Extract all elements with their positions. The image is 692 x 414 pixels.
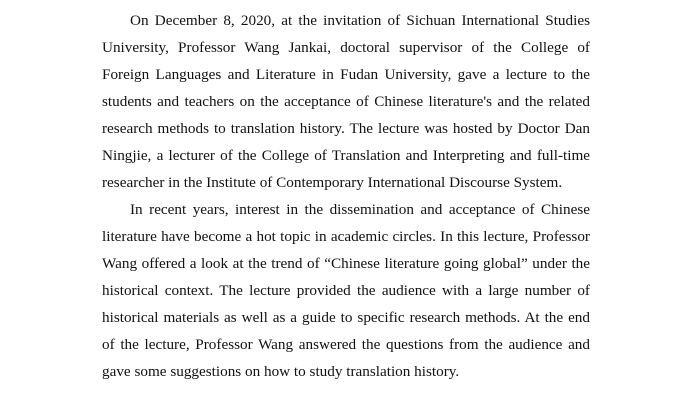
paragraph-lecture-announcement: On December 8, 2020, at the invitation of Sichuan International Studies University, Professor Wang Jankai, doctoral supervisor of the College of Foreign Languages and Literature in Fudan University, gave a lecture to the students and teachers on the acceptance of Chinese literature's and the related research methods to translation history. The lecture was hosted by Doctor Dan Ningjie, a lecturer of the College of Translation and Interpreting and full-time researcher in the Institute of Contemporary International Discourse System. xyxy=(102,12,590,191)
paragraph-lecture-summary: In recent years, interest in the dissemination and acceptance of Chinese literature have become a hot topic in academic circles. In this lecture, Professor Wang offered a look at the trend of “Chinese literature going global” under the historical context. The lecture provided the audience with a large number of historical materials as well as a guide to specific research methods. At the end of the lecture, Professor Wang answered the questions from the audience and gave some suggestions on how to study translation history. xyxy=(102,201,590,380)
document-body xyxy=(102,7,590,385)
